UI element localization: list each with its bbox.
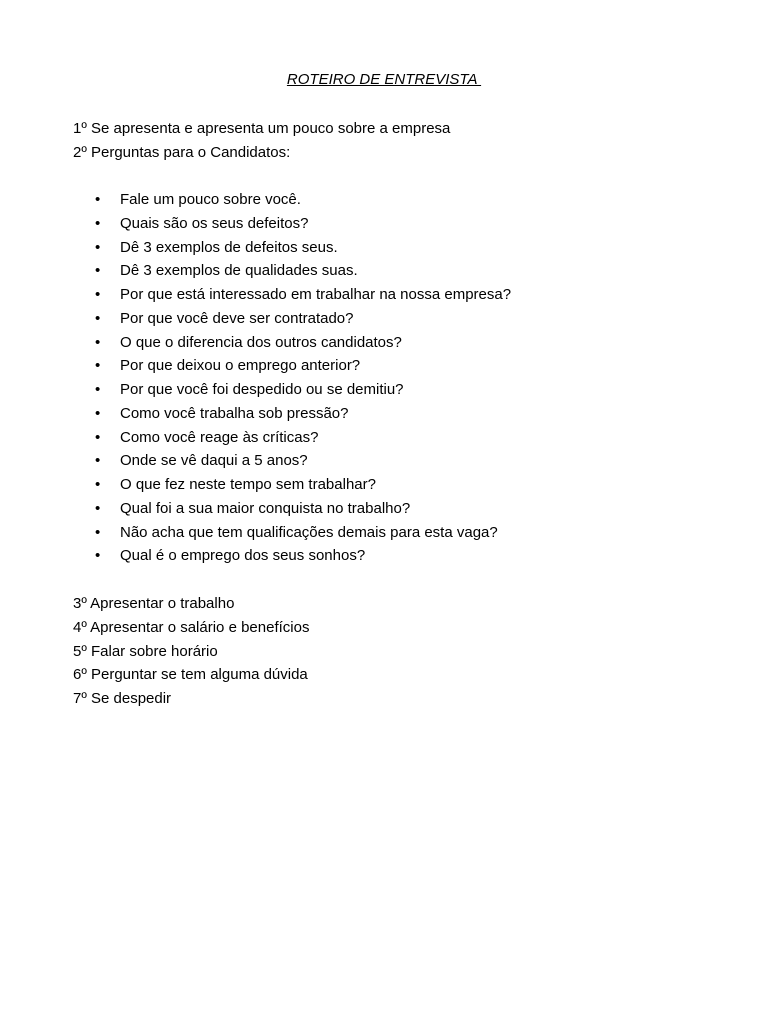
bullet-icon: • xyxy=(95,381,101,398)
question-text: Por que deixou o emprego anterior? xyxy=(120,357,361,375)
step-7: 7º Se despedir xyxy=(73,690,172,708)
question-text: Como você reage às críticas? xyxy=(120,428,319,446)
bullet-icon: • xyxy=(95,404,101,422)
question-text: Fale um pouco sobre você. xyxy=(120,191,301,208)
question-text: Por que está interessado em trabalhar na nossa empresa? xyxy=(120,286,512,303)
bullet-icon: • xyxy=(95,523,101,541)
bullet-icon: • xyxy=(95,452,101,470)
bullet-icon: • xyxy=(95,286,101,303)
question-text: Por que você foi despedido ou se demitiu? xyxy=(120,381,404,398)
bullet-icon: • xyxy=(95,547,101,565)
bullet-icon: • xyxy=(95,333,101,351)
question-text: Não acha que tem qualificações demais para esta vaga? xyxy=(120,523,498,541)
step-1: 1º Se apresenta e apresenta um pouco sobre a empresa xyxy=(73,120,451,137)
bullet-icon: • xyxy=(95,357,101,375)
bullet-icon: • xyxy=(95,214,101,232)
question-text: Dê 3 exemplos de qualidades suas. xyxy=(120,262,358,280)
question-text: Dê 3 exemplos de defeitos seus. xyxy=(120,238,338,256)
intro-steps xyxy=(73,117,450,165)
question-text: Como você trabalha sob pressão? xyxy=(120,404,349,422)
step-2: 2º Perguntas para o Candidatos: xyxy=(73,143,291,161)
question-text: Onde se vê daqui a 5 anos? xyxy=(120,452,308,470)
question-text: O que o diferencia dos outros candidatos? xyxy=(120,333,402,351)
final-steps xyxy=(73,592,309,711)
bullet-icon: • xyxy=(95,428,101,446)
question-text: O que fez neste tempo sem trabalhar? xyxy=(120,476,376,493)
question-text: Qual é o emprego dos seus sonhos? xyxy=(120,547,366,565)
step-5: 5º Falar sobre horário xyxy=(73,642,218,660)
bullet-icon: • xyxy=(95,309,101,327)
question-text: Por que você deve ser contratado? xyxy=(120,309,354,327)
bullet-icon: • xyxy=(95,499,101,517)
step-4: 4º Apresentar o salário e benefícios xyxy=(73,618,310,636)
step-6: 6º Perguntar se tem alguma dúvida xyxy=(73,666,308,684)
question-text: Qual foi a sua maior conquista no trabalho? xyxy=(120,499,411,517)
question-text: Quais são os seus defeitos? xyxy=(120,214,309,232)
bullet-icon: • xyxy=(95,262,101,280)
bullet-icon: • xyxy=(95,238,101,256)
bullet-icon: • xyxy=(95,191,101,208)
document-title: ROTEIRO DE ENTREVISTA xyxy=(286,71,482,88)
bullet-icon: • xyxy=(95,476,101,493)
step-3: 3º Apresentar o trabalho xyxy=(73,595,235,612)
